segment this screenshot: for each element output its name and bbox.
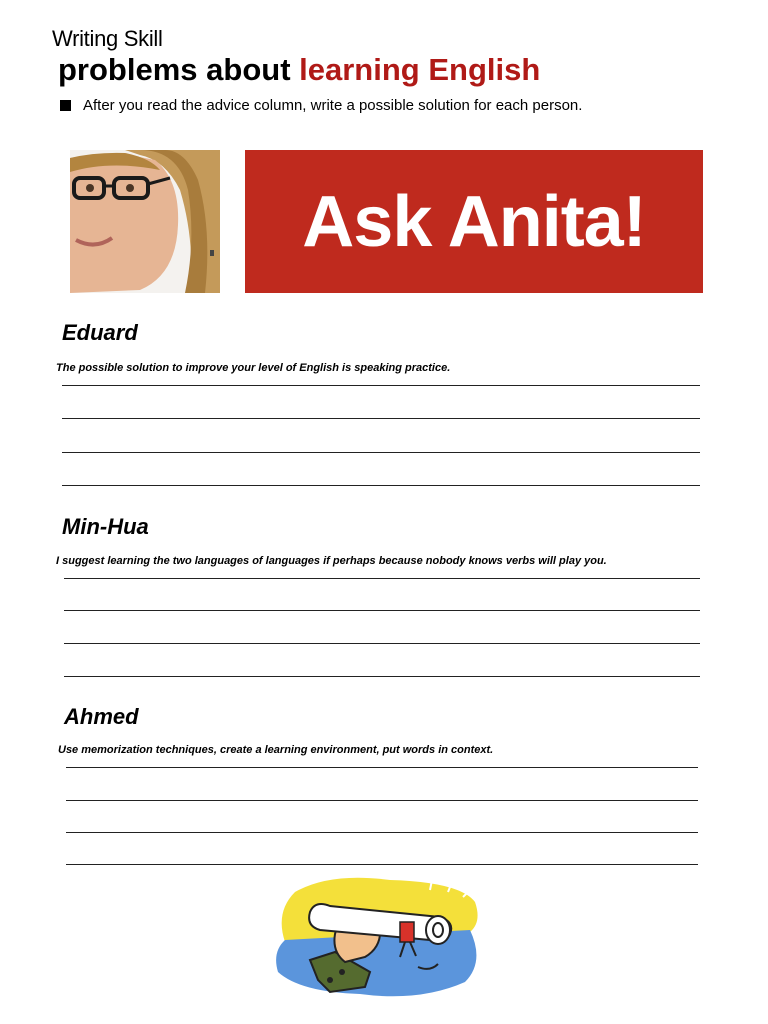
diploma-scroll-icon — [270, 872, 485, 1007]
answer-line — [66, 800, 698, 801]
answer-line — [66, 832, 698, 833]
answer-line — [64, 643, 700, 644]
answer-line — [62, 485, 700, 486]
banner-title: Ask Anita! — [302, 181, 646, 262]
title-part-2: learning English — [299, 52, 541, 87]
section-name-ahmed: Ahmed — [64, 704, 139, 729]
answer-line — [62, 418, 700, 419]
subject-label: Writing Skill — [52, 26, 163, 51]
bullet-icon — [60, 100, 71, 111]
answer-eduard: The possible solution to improve your level of English is speaking practice. — [56, 362, 451, 374]
title-part-1: problems about — [58, 52, 291, 87]
answer-min-hua: I suggest learning the two languages of languages if perhaps because nobody knows verbs will play you. — [56, 555, 607, 567]
answer-line — [66, 864, 698, 865]
ask-anita-banner — [245, 150, 703, 293]
section-name-eduard: Eduard — [62, 320, 138, 345]
answer-line — [66, 767, 698, 768]
answer-line — [62, 452, 700, 453]
answer-line — [64, 676, 700, 677]
section-name-min-hua: Min-Hua — [62, 514, 149, 539]
answer-ahmed: Use memorization techniques, create a learning environment, put words in context. — [58, 744, 494, 756]
answer-line — [64, 578, 700, 579]
page-title — [58, 52, 540, 88]
answer-line — [64, 610, 700, 611]
instruction-row — [60, 97, 582, 114]
woman-portrait-icon — [70, 150, 220, 293]
instruction-text: After you read the advice column, write a possible solution for each person. — [83, 97, 583, 114]
answer-line — [62, 385, 700, 386]
